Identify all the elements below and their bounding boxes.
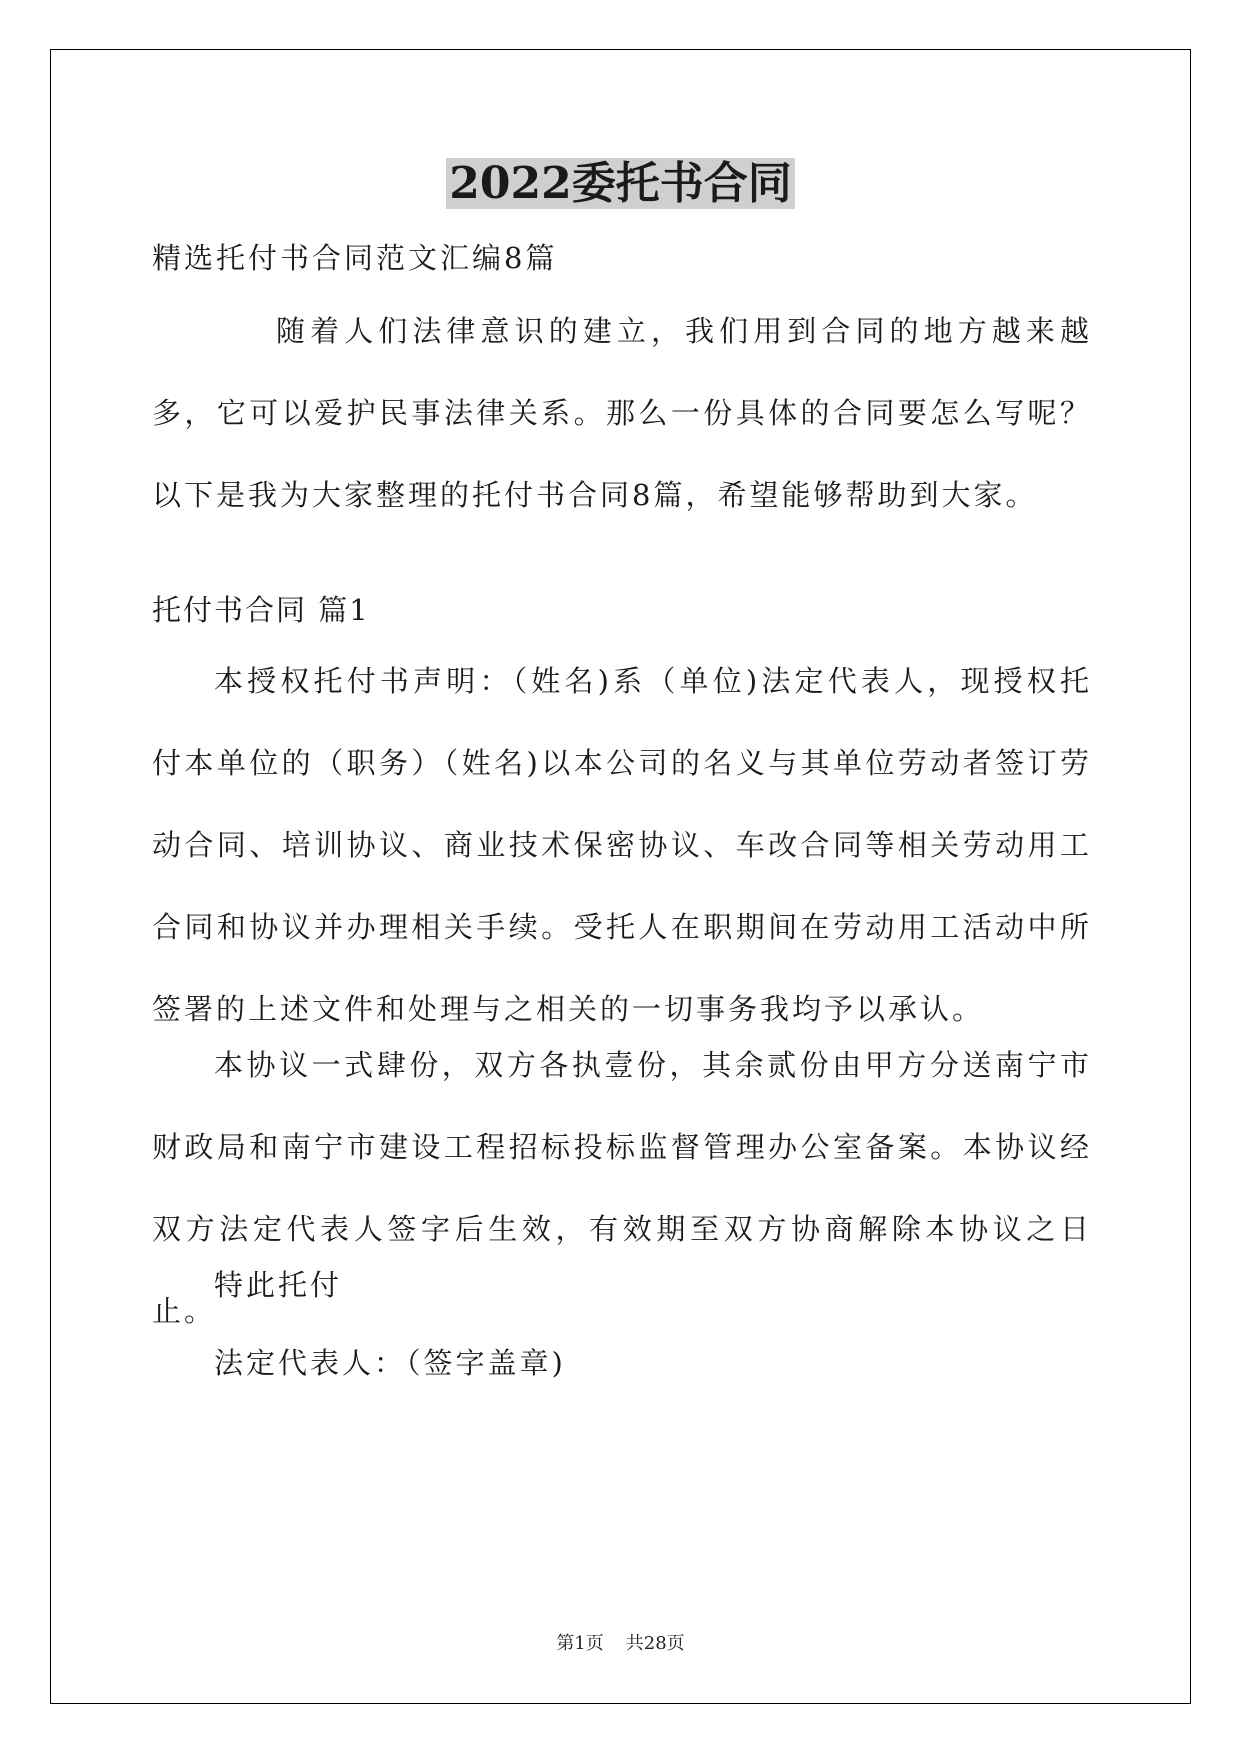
section-heading: 托付书合同 篇1 — [152, 593, 370, 627]
page-total: 共28页 — [625, 1633, 685, 1654]
body-paragraph-3: 特此托付 — [214, 1268, 343, 1302]
page-number: 第1页 — [556, 1633, 604, 1654]
body-paragraph-4: 法定代表人：（签字盖章) — [214, 1346, 566, 1380]
body-paragraph-2: 本协议一式肆份，双方各执壹份，其余贰份由甲方分送南宁市财政局和南宁市建设工程招标投标监督管理办公室备案。本协议经双方法定代表人签字后生效，有效期至双方协商解除本协议之日止。 — [152, 1048, 1092, 1328]
body-paragraph-1: 本授权托付书声明：（姓名)系（单位)法定代表人，现授权托付本单位的（职务）（姓名)以本公司的名义与其单位劳动者签订劳动合同、培训协议、商业技术保密协议、车改合同等相关劳动用工合同和协议并办理相关手续。受托人在职期间在劳动用工活动中所签署的上述文件和处理与之相关的一切事务我均予以承认。 — [152, 664, 1092, 1026]
page-footer — [0, 1632, 1241, 1656]
document-title — [0, 156, 1241, 212]
document-title-text: 2022委托书合同 — [446, 158, 794, 209]
document-subtitle: 精选托付书合同范文汇编8篇 — [152, 241, 558, 275]
intro-paragraph: 随着人们法律意识的建立，我们用到合同的地方越来越多，它可以爱护民事法律关系。那么一份具体的合同要怎么写呢？以下是我为大家整理的托付书合同8篇，希望能够帮助到大家。 — [152, 314, 1092, 512]
